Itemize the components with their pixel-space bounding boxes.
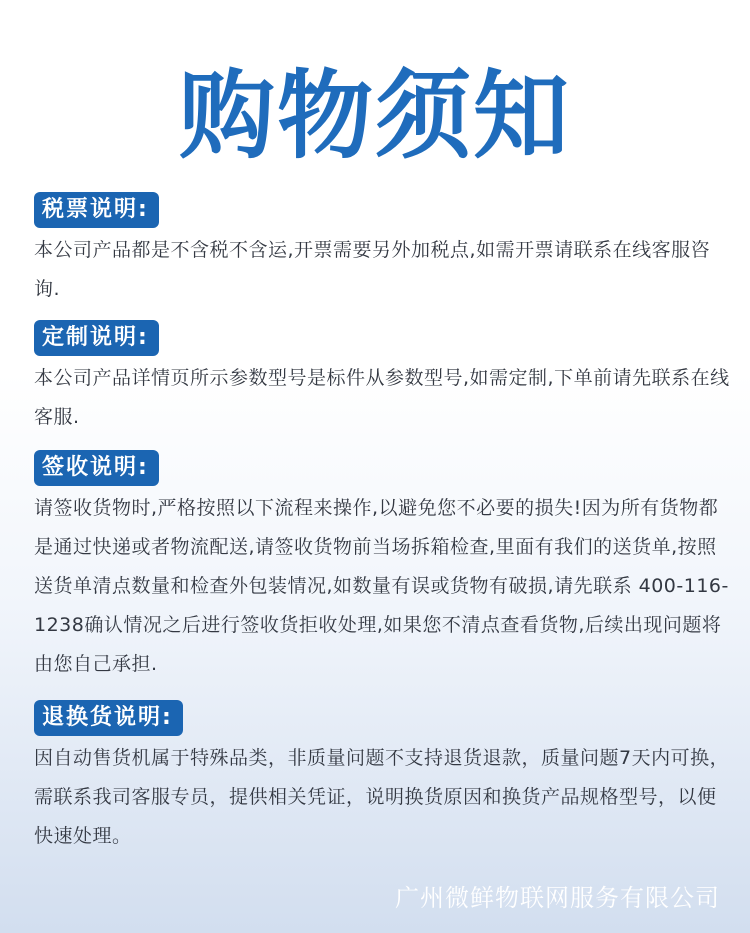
section-invoice xyxy=(34,192,734,309)
section-label: 定制说明: xyxy=(34,320,159,356)
section-customization xyxy=(34,320,734,437)
page-title: 购物须知 xyxy=(179,60,571,172)
section-text: 因自动售货机属于特殊品类，非质量问题不支持退货退款，质量问题7天内可换，需联系我司客服专员，提供相关凭证，说明换货原因和换货产品规格型号，以便快速处理。 xyxy=(34,747,730,847)
section-text: 请签收货物时,严格按照以下流程来操作,以避免您不必要的损失!因为所有货物都是通过快递或者物流配送,请签收货物前当场拆箱检查,里面有我们的送货单,按照送货单清点数量和检查外包装情况,如数量有误或货物有破损,请先联系 400-116-1238确认情况之后进行签收货拒收处理,如果您不清点查看货物,后续出现问题将由您自己承担. xyxy=(34,497,729,675)
section-text: 本公司产品详情页所示参数型号是标件从参数型号,如需定制,下单前请先联系在线客服. xyxy=(34,367,730,428)
section-text: 本公司产品都是不含税不含运,开票需要另外加税点,如需开票请联系在线客服咨询. xyxy=(34,239,711,300)
section-receipt xyxy=(34,450,734,684)
section-label: 税票说明: xyxy=(34,192,159,228)
section-label: 退换货说明: xyxy=(34,700,183,736)
section-label: 签收说明: xyxy=(34,450,159,486)
company-name: 广州微鲜物联网服务有限公司 xyxy=(395,884,720,912)
section-returns xyxy=(34,700,734,856)
